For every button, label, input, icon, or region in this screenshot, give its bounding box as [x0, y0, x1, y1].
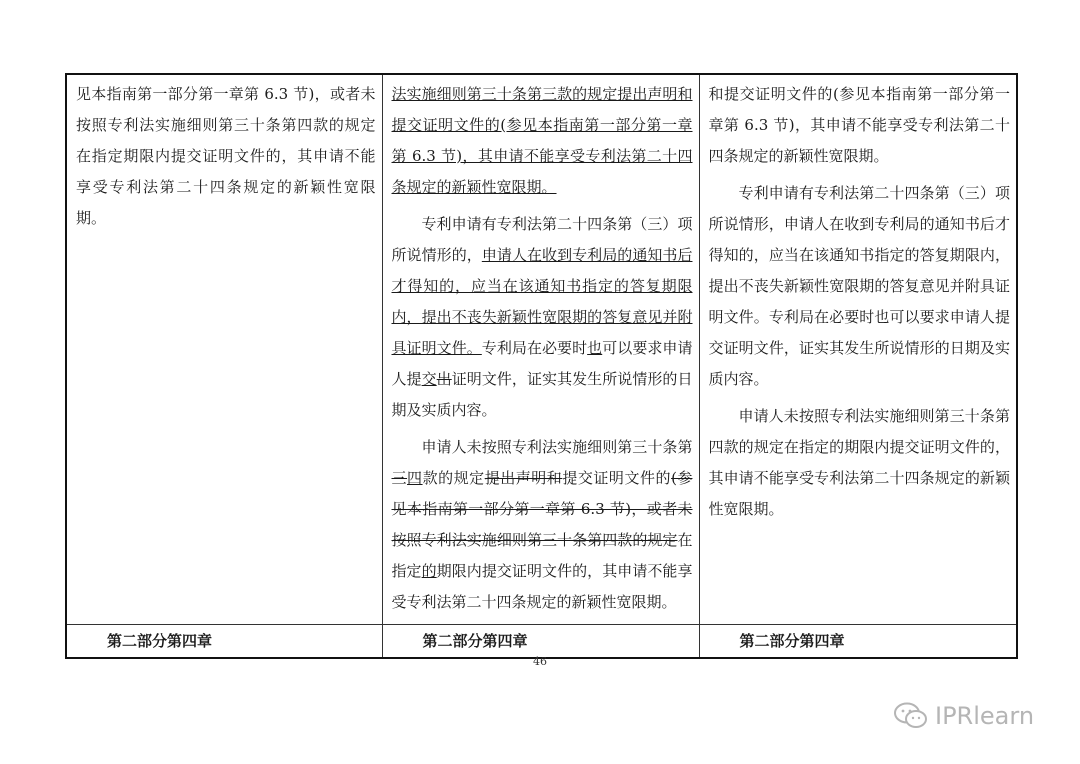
watermark: [893, 702, 1034, 730]
deleted-text: 出: [436, 370, 452, 388]
footer-label: 第二部分第四章: [699, 625, 1017, 659]
column-revised: [699, 74, 1017, 625]
column-original: [66, 74, 382, 625]
text-run: 期限内提交证明文件的，其申请不能享受专利法第二十四条规定的新颖性宽限期。: [391, 562, 693, 611]
paragraph: [709, 178, 1011, 395]
text-run: 证明文件，证实其发生所说情形的日期及实质内容。: [391, 370, 693, 419]
text-run: 专利申请有专利法第二十四条第（三）项所说情形，申请人在收到专利局的通知书后才得知的，应当在该通知书指定的答复期限内，提出不丧失新颖性宽限期的答复意见并附具证明文件。专利局在必要时也可以要求申请人提交证明文件，证实其发生所说情形的日期及实质内容。: [708, 184, 1010, 388]
page-number: 46: [533, 655, 547, 668]
text-run: 专利局在必要时: [481, 339, 588, 357]
inserted-text: 申请人在收到专利局的通知书后才得知的，应当在该通知书指定的答复期限内，提出不丧失新颖性宽限期的答复意见并附具证明文件。: [391, 246, 693, 357]
deleted-text: 三: [391, 469, 408, 487]
inserted-text: 交: [421, 370, 437, 388]
text-run: 提交证明文件的: [562, 469, 672, 487]
text-run: 见本指南第一部分第一章第 6.3 节)，或者未按照专利法实施细则第三十条第四款的规定在指定期限内提交证明文件的，其申请不能享受专利法第二十四条规定的新颖性宽限期。: [76, 85, 376, 227]
inserted-text: 也: [587, 339, 603, 357]
text-run: 申请人未按照专利法实施细则第三十条第四款的规定在指定的期限内提交证明文件的，其申请不能享受专利法第二十四条规定的新颖性宽限期。: [708, 407, 1010, 518]
footer-row: [66, 625, 1017, 659]
text-run: 可以要求申请人提: [391, 339, 693, 388]
inserted-text: 的: [421, 562, 437, 580]
deleted-text: 提出声明和: [484, 469, 563, 487]
comparison-table: [65, 73, 1018, 659]
text-run: 在指定: [391, 531, 693, 580]
inserted-text: 四: [407, 469, 423, 487]
text-run: 款的规定: [422, 469, 485, 487]
paragraph: [709, 79, 1011, 172]
paragraph: [392, 432, 693, 618]
paragraph: [392, 79, 693, 203]
text-run: 和提交证明文件的(参见本指南第一部分第一章第 6.3 节)，其申请不能享受专利法第二十四条规定的新颖性宽限期。: [708, 85, 1010, 165]
content-row: [66, 74, 1017, 625]
column-revision-marked: [382, 74, 699, 625]
paragraph: [392, 209, 693, 426]
watermark-text: IPRlearn: [935, 702, 1035, 730]
wechat-icon: [893, 702, 929, 730]
footer-label: 第二部分第四章: [66, 625, 382, 659]
footer-label: 第二部分第四章: [382, 625, 699, 659]
text-run: 专利申请有专利法第二十四条第（三）项所说情形的，: [391, 215, 693, 264]
paragraph: [76, 79, 376, 234]
deleted-text: (参见本指南第一部分第一章第 6.3 节)，或者未按照专利法实施细则第三十条第四款的规定: [391, 469, 693, 549]
text-run: 申请人未按照专利法实施细则第三十条第: [421, 438, 693, 456]
paragraph: [709, 401, 1011, 525]
inserted-text: 法实施细则第三十条第三款的规定提出声明和提交证明文件的(参见本指南第一部分第一章第 6.3 节)，其申请不能享受专利法第二十四条规定的新颖性宽限期。: [391, 85, 693, 196]
